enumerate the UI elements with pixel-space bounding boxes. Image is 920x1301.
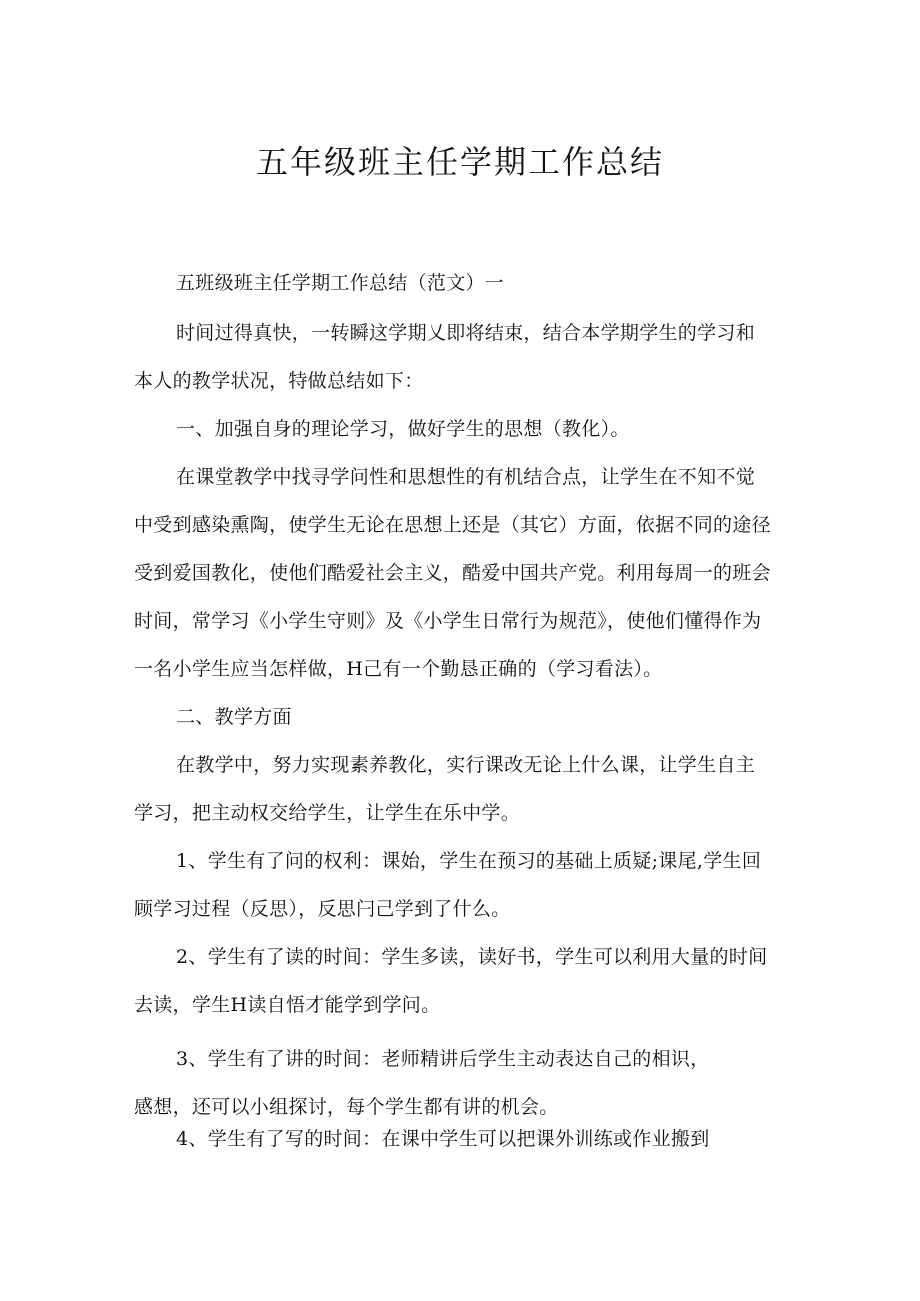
paragraph-line: 本人的教学状况，特做总结如下：	[134, 370, 424, 392]
list-item-line: 4、学生有了写的时间：在课中学生可以把课外训练或作业搬到	[176, 1128, 710, 1150]
list-item-line: 3、学生有了讲的时间：老师精讲后学生主动表达自己的相识，	[176, 1048, 710, 1070]
list-item-line: 2、学生有了读的时间：学生多读，读好书，学生可以利用大量的时间	[176, 946, 768, 968]
subtitle-line: 五班级班主任学期工作总结（范文）一	[176, 272, 505, 294]
paragraph-line: 在课堂教学中找寻学问性和思想性的有机结合点，让学生在不知不觉	[176, 466, 756, 488]
list-item-line: 感想，还可以小组探讨，每个学生都有讲的机会。	[134, 1096, 559, 1118]
paragraph-line: 中受到感染熏陶，使学生无论在思想上还是（其它）方面，依据不同的途径	[134, 514, 771, 536]
paragraph-line: 受到爱国教化，使他们酷爱社会主义，酷爱中国共产党。利用每周一的班会	[134, 562, 771, 584]
paragraph-line: 时间，常学习《小学生守则》及《小学生日常行为规范》，使他们懂得作为	[134, 610, 762, 632]
list-item-line: 去读，学生H读自悟才能学到学问。	[134, 994, 441, 1016]
list-item-line: 1、学生有了问的权利：课始，学生在预习的基础上质疑;课尾,学生回	[176, 850, 762, 872]
paragraph-line: 在教学中，努力实现素养教化，实行课改无论上什么课，让学生自主	[176, 754, 756, 776]
section-heading: 一、加强自身的理论学习，做好学生的思想（教化）。	[176, 418, 630, 440]
paragraph-line: 学习，把主动权交给学生，让学生在乐中学。	[134, 802, 521, 824]
paragraph-line: 一名小学生应当怎样做，H己有一个勤恳正确的（学习看法）。	[134, 658, 663, 680]
paragraph-line: 时间过得真快，一转瞬这学期乂即将结束，结合本学期学生的学习和	[176, 322, 756, 344]
section-heading: 二、教学方面	[176, 706, 292, 728]
document-title: 五年级班主任学期工作总结	[255, 143, 664, 181]
list-item-line: 顾学习过程（反思），反思闩己学到了什么。	[134, 898, 511, 920]
